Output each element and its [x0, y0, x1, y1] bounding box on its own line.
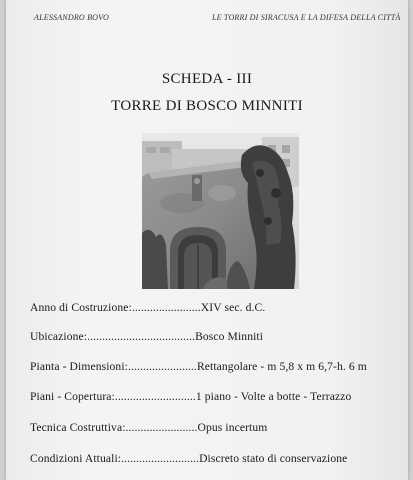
field-row — [30, 330, 263, 343]
field-value: Opus incertum — [197, 421, 268, 434]
field-row — [30, 301, 265, 314]
field-row — [30, 421, 267, 434]
field-dots: ........................... — [114, 390, 196, 403]
field-label: Piani - Copertura: — [30, 390, 115, 403]
field-dots: .......................... — [121, 452, 200, 465]
field-value: XIV sec. d.C. — [200, 301, 266, 314]
document-page — [6, 0, 408, 480]
tower-name: TORRE DI BOSCO MINNITI — [111, 98, 303, 114]
field-row — [30, 390, 351, 403]
field-value: Rettangolare - m 5,8 x m 6,7-h. 6 m — [196, 360, 367, 373]
field-dots: .................................... — [87, 330, 196, 343]
sheet-title: SCHEDA - III — [161, 71, 253, 87]
field-label: Ubicazione: — [30, 330, 88, 343]
field-label: Anno di Costruzione: — [30, 301, 132, 314]
tower-photo-image — [142, 133, 299, 289]
field-dots: ....................... — [127, 360, 197, 373]
field-row — [30, 452, 347, 465]
field-dots: ....................... — [131, 301, 201, 314]
field-dots: ........................ — [125, 421, 198, 434]
field-value: Bosco Minniti — [195, 330, 264, 343]
field-label: Condizioni Attuali: — [30, 452, 122, 465]
tower-photo — [142, 133, 299, 289]
field-row — [30, 360, 367, 373]
field-value: Discreto stato di conservazione — [199, 452, 348, 465]
author-header: ALESSANDRO BOVO — [34, 13, 109, 22]
field-value: 1 piano - Volte a botte - Terrazzo — [195, 390, 352, 403]
field-label: Pianta - Dimensioni: — [30, 360, 128, 373]
field-label: Tecnica Costruttiva: — [30, 421, 126, 434]
series-header: LE TORRI DI SIRACUSA E LA DIFESA DELLA CITTÀ — [212, 13, 401, 22]
